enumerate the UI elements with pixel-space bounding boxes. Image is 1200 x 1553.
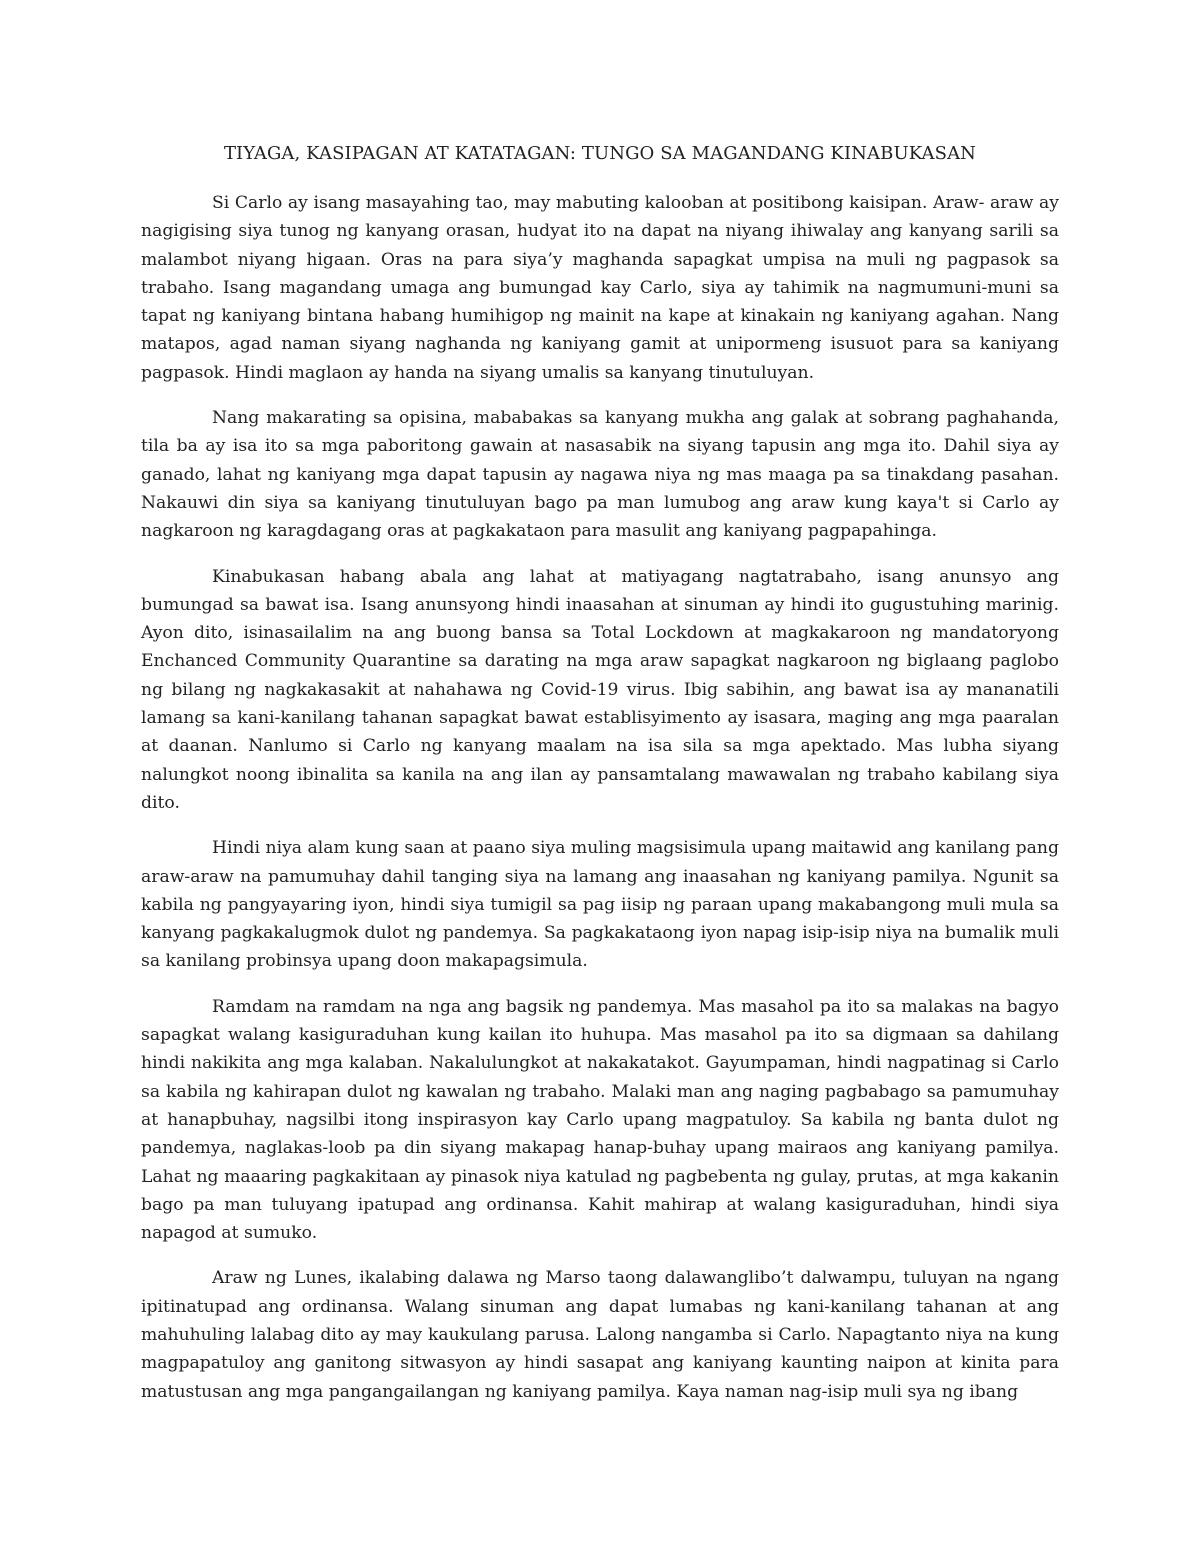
paragraph: Araw ng Lunes, ikalabing dalawa ng Marso taong dalawanglibo’t dalwampu, tuluyan na ngang ipitinatupad ang ordinansa. Walang sinuman ang dapat lumabas ng kani-kanilang tahanan at ang mahuhuling lalabag dito ay may kaukulang parusa. Lalong nangamba si Carlo. Napagtanto niya na kung magpapatuloy ang ganitong sitwasyon ay hindi sasapat ang kaniyang kaunting naipon at kinita para matustusan ang mga pangangailangan ng kaniyang pamilya. Kaya naman nag-isip muli sya ng ibang: [141, 1268, 1059, 1402]
paragraph: Kinabukasan habang abala ang lahat at matiyagang nagtatrabaho, isang anunsyo ang bumungad sa bawat isa. Isang anunsyong hindi inaasahan at sinuman ay hindi ito gugustuhing marinig. Ayon dito, isinasailalim na ang buong bansa sa Total Lockdown at magkakaroon ng mandatoryong Enchanced Community Quarantine sa darating na mga araw sapagkat nagkaroon ng biglaang paglobo ng bilang ng nagkakasakit at nahahawa ng Covid-19 virus. Ibig sabihin, ang bawat isa ay mananatili lamang sa kani-kanilang tahanan sapagkat bawat establisyimento ay isasara, maging ang mga paaralan at daanan. Nanlumo si Carlo ng kanyang maalam na isa sila sa mga apektado. Mas lubha siyang nalungkot noong ibinalita sa kanila na ang ilan ay pansamtalang mawawalan ng trabaho kabilang siya dito.: [141, 566, 1059, 813]
paragraph: Si Carlo ay isang masayahing tao, may mabuting kalooban at positibong kaisipan. Araw- araw ay nagigising siya tunog ng kanyang orasan, hudyat ito na dapat na niyang ihiwalay ang kanyang sarili sa malambot niyang higaan. Oras na para siya’y maghanda sapagkat umpisa na muli ng pagpasok sa trabaho. Isang magandang umaga ang bumungad kay Carlo, siya ay tahimik na nagmumuni-muni sa tapat ng kaniyang bintana habang humihigop ng mainit na kape at kinakain ng kaniyang agahan. Nang matapos, agad naman siyang naghanda ng kaniyang gamit at unipormeng isusuot para sa kaniyang pagpasok. Hindi maglaon ay handa na siyang umalis sa kanyang tinutuluyan.: [141, 193, 1059, 383]
document-title: TIYAGA, KASIPAGAN AT KATATAGAN: TUNGO SA MAGANDANG KINABUKASAN: [223, 143, 977, 164]
paragraph: Nang makarating sa opisina, mababakas sa kanyang mukha ang galak at sobrang paghahanda, tila ba ay isa ito sa mga paboritong gawain at nasasabik na siyang tapusin ang mga ito. Dahil siya ay ganado, lahat ng kaniyang mga dapat tapusin ay nagawa niya ng mas maaga pa sa tinakdang pasahan. Nakauwi din siya sa kaniyang tinutuluyan bago pa man lumubog ang araw kung kaya't si Carlo ay nagkaroon ng karagdagang oras at pagkakataon para masulit ang kaniyang pagpapahinga.: [141, 408, 1059, 542]
paragraph: Hindi niya alam kung saan at paano siya muling magsisimula upang maitawid ang kanilang pang araw-araw na pamumuhay dahil tanging siya na lamang ang inaasahan ng kaniyang pamilya. Ngunit sa kabila ng pangyayaring iyon, hindi siya tumigil sa pag iisip ng paraan upang makabangong muli mula sa kanyang pagkakalugmok dulot ng pandemya. Sa pagkakataong iyon napag isip-isip niya na bumalik muli sa kanilang probinsya upang doon makapagsimula.: [141, 838, 1059, 972]
document-body: [141, 189, 1059, 1423]
paragraph: Ramdam na ramdam na nga ang bagsik ng pandemya. Mas masahol pa ito sa malakas na bagyo sapagkat walang kasiguraduhan kung kailan ito huhupa. Mas masahol pa ito sa digmaan sa dahilang hindi nakikita ang mga kalaban. Nakalulungkot at nakakatakot. Gayumpaman, hindi nagpatinag si Carlo sa kabila ng kahirapan dulot ng kawalan ng trabaho. Malaki man ang naging pagbabago sa pamumuhay at hanapbuhay, nagsilbi itong inspirasyon kay Carlo upang magpatuloy. Sa kabila ng banta dulot ng pandemya, naglakas-loob pa din siyang makapag hanap-buhay upang mairaos ang kaniyang pamilya. Lahat ng maaaring pagkakitaan ay pinasok niya katulad ng pagbebenta ng gulay, prutas, at mga kakanin bago pa man tuluyang ipatupad ang ordinansa. Kahit mahirap at walang kasiguraduhan, hindi siya napagod at sumuko.: [141, 996, 1059, 1244]
